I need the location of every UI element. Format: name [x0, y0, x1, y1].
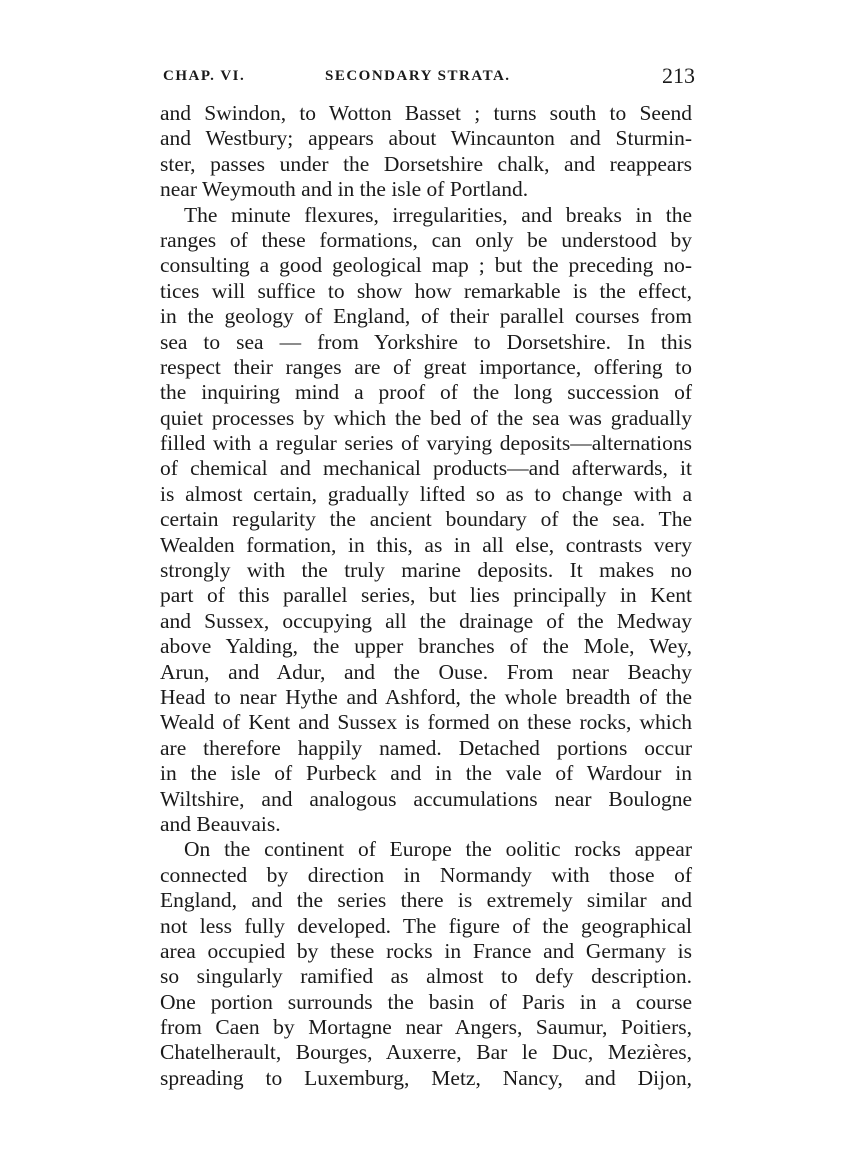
text-line: Arun, and Adur, and the Ouse. From near Beachy: [160, 659, 692, 684]
text-line: On the continent of Europe the oolitic rocks appear: [184, 837, 692, 862]
text-line: Weald of Kent and Sussex is formed on these rocks, which: [160, 710, 692, 735]
text-line: Wiltshire, and analogous accumulations near Boulogne: [160, 786, 692, 811]
text-line: not less fully developed. The figure of the geographical: [160, 913, 692, 938]
body-text: [160, 101, 692, 1091]
text-line: strongly with the truly marine deposits. It makes no: [160, 558, 692, 583]
text-line: certain regularity the ancient boundary of the sea. The: [160, 507, 692, 532]
text-line: is almost certain, gradually lifted so as to change with a: [160, 481, 692, 506]
text-line: ster, passes under the Dorsetshire chalk, and reappears: [160, 151, 692, 176]
text-line: respect their ranges are of great importance, offering to: [160, 354, 692, 379]
text-line: area occupied by these rocks in France and Germany is: [160, 938, 692, 963]
text-line: part of this parallel series, but lies principally in Kent: [160, 583, 692, 608]
text-line: quiet processes by which the bed of the sea was gradually: [160, 405, 692, 430]
text-line: near Weymouth and in the isle of Portland.: [160, 177, 529, 202]
page-number: 213: [662, 63, 695, 88]
text-line: from Caen by Mortagne near Angers, Saumur, Poitiers,: [160, 1015, 692, 1040]
text-line: are therefore happily named. Detached portions occur: [160, 735, 692, 760]
text-line: and Beauvais.: [160, 811, 281, 836]
section-title: SECONDARY STRATA.: [325, 68, 511, 84]
text-line: the inquiring mind a proof of the long succession of: [160, 380, 692, 405]
text-line: Head to near Hythe and Ashford, the whole breadth of the: [160, 684, 692, 709]
text-line: in the geology of England, of their parallel courses from: [160, 304, 692, 329]
text-line: England, and the series there is extremely similar and: [160, 888, 692, 913]
text-line: sea to sea — from Yorkshire to Dorsetshire. In this: [160, 329, 692, 354]
text-line: Chatelherault, Bourges, Auxerre, Bar le Duc, Mezières,: [160, 1040, 692, 1065]
text-line: and Swindon, to Wotton Basset ; turns south to Seend: [160, 101, 692, 125]
running-header: [163, 63, 695, 90]
text-line: in the isle of Purbeck and in the vale of Wardour in: [160, 761, 692, 786]
text-line: so singularly ramified as almost to defy description.: [160, 964, 692, 989]
text-line: of chemical and mechanical products—and afterwards, it: [160, 456, 692, 481]
text-line: The minute flexures, irregularities, and breaks in the: [184, 202, 692, 227]
text-line: One portion surrounds the basin of Paris in a course: [160, 989, 692, 1014]
text-line: ranges of these formations, can only be understood by: [160, 227, 692, 252]
text-line: Wealden formation, in this, as in all else, contrasts very: [160, 532, 692, 557]
text-line: tices will suffice to show how remarkable is the effect,: [160, 278, 692, 303]
text-line: and Westbury; appears about Wincaunton and Sturmin-: [160, 126, 692, 151]
text-line: consulting a good geological map ; but the preceding no-: [160, 253, 692, 278]
text-line: filled with a regular series of varying deposits—alternations: [160, 431, 692, 456]
chapter-label: CHAP. VI.: [163, 68, 246, 84]
text-line: and Sussex, occupying all the drainage of the Medway: [160, 608, 692, 633]
text-line: above Yalding, the upper branches of the Mole, Wey,: [160, 634, 692, 659]
text-line: spreading to Luxemburg, Metz, Nancy, and Dijon,: [160, 1065, 692, 1090]
text-line: connected by direction in Normandy with those of: [160, 862, 692, 887]
